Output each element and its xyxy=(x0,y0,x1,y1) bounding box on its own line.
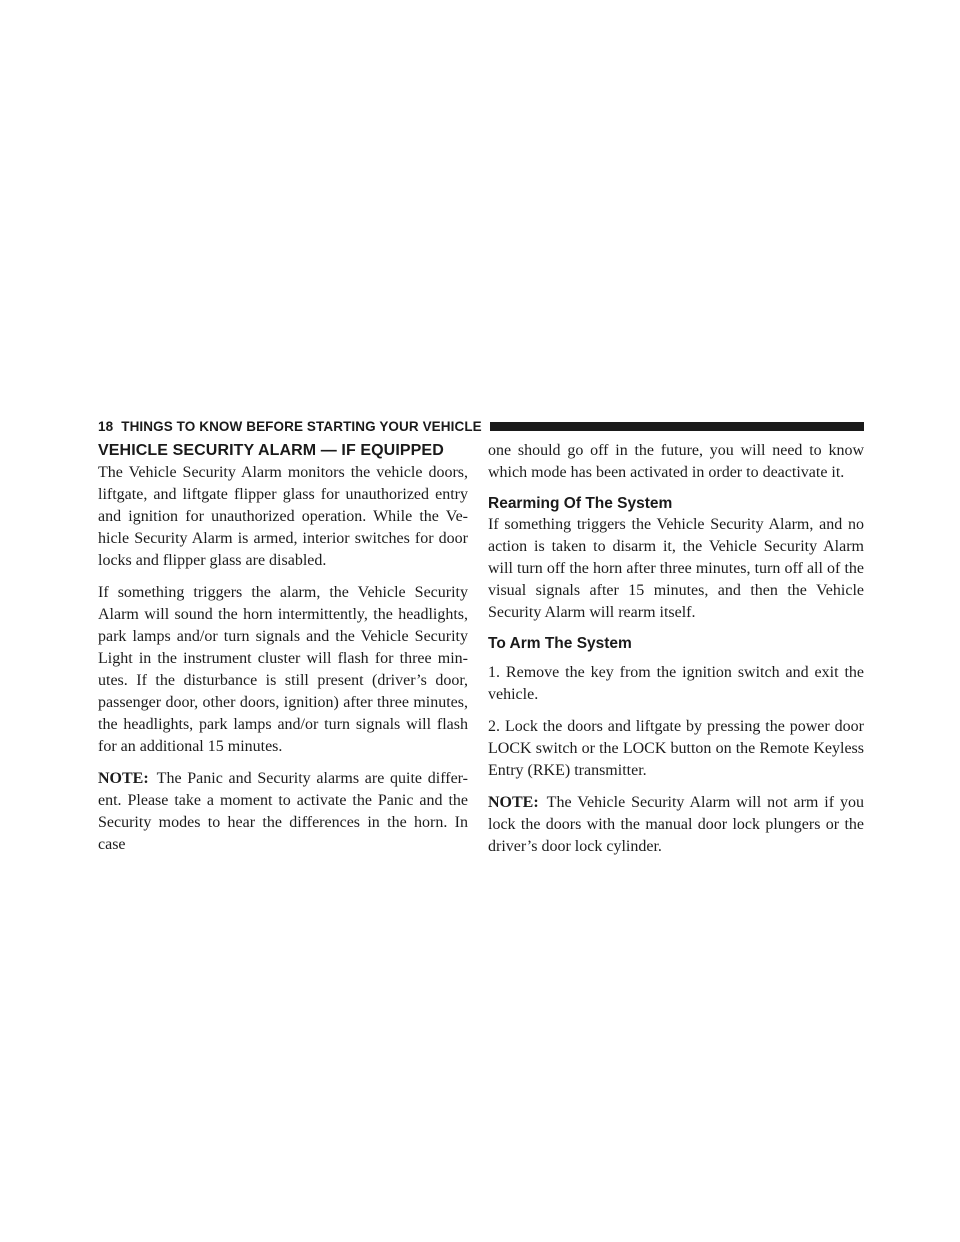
header-rule xyxy=(490,422,864,431)
left-column xyxy=(98,440,468,866)
step-2: 2. Lock the doors and liftgate by pressing the power door LOCK switch or the LOCK button on the Remote Keyless Entry (RKE) transmitter. xyxy=(488,718,864,779)
arm-heading: To Arm The System xyxy=(488,635,632,652)
rearming-paragraph: If something triggers the Vehicle Security Alarm, and no action is taken to disarm it, the Vehicle Security Alarm will turn off the horn after three minutes, turn off all of the visual signals after 15 minutes, and then the Vehicle Security Alarm will rearm itself. xyxy=(488,516,864,621)
note-text: The Panic and Security alarms are quite differ-ent. Please take a moment to activate the Panic and the Security modes to hear the differences in the horn. In case xyxy=(98,770,468,853)
rearming-heading: Rearming Of The System xyxy=(488,495,673,512)
note-label-right: NOTE: xyxy=(488,794,539,811)
page-number: 18 xyxy=(98,418,114,434)
running-header xyxy=(98,418,864,434)
chapter-title: THINGS TO KNOW BEFORE STARTING YOUR VEHICLE xyxy=(121,418,482,434)
note-text-right: The Vehicle Security Alarm will not arm if you lock the doors with the manual door lock plungers or the driver’s door lock cylinder. xyxy=(488,794,864,855)
note-label: NOTE: xyxy=(98,770,149,787)
section-heading: VEHICLE SECURITY ALARM — IF EQUIPPED xyxy=(98,442,444,459)
continuation-paragraph: one should go off in the future, you will need to know which mode has been activated in order to deactivate it. xyxy=(488,442,864,481)
intro-paragraph: The Vehicle Security Alarm monitors the vehicle doors, liftgate, and liftgate flipper glass for unauthorized entry and ignition for unauthorized operation. While the Ve-hicle Security Alarm is armed, interior switches for door locks and flipper glass are disabled. xyxy=(98,464,468,569)
step-1: 1. Remove the key from the ignition switch and exit the vehicle. xyxy=(488,664,864,703)
note-paragraph-right xyxy=(488,792,864,858)
right-column xyxy=(488,440,864,868)
note-paragraph xyxy=(98,768,468,856)
alarm-trigger-paragraph: If something triggers the alarm, the Vehicle Security Alarm will sound the horn intermittently, the headlights, park lamps and/or turn signals and the Vehicle Security Light in the instrument cluster will flash for three min-utes. If the disturbance is still present (driver’s door, passenger door, other doors, ignition) after three minutes, the headlights, park lamps and/or turn signals will flash for an additional 15 minutes. xyxy=(98,584,468,755)
